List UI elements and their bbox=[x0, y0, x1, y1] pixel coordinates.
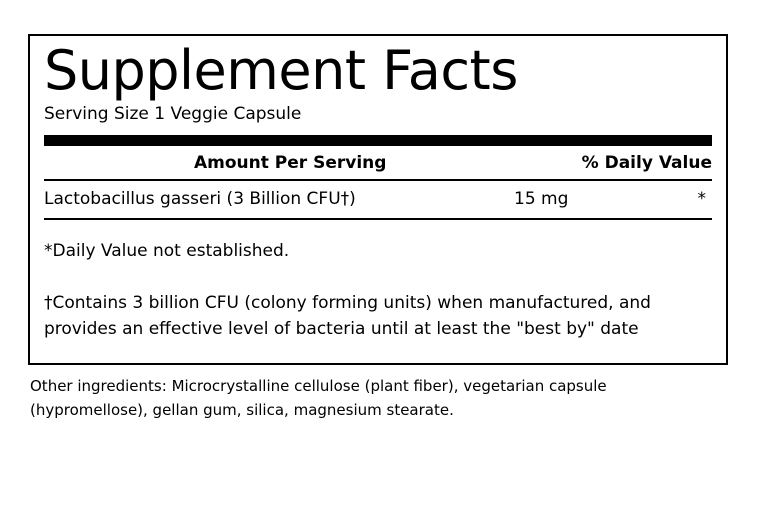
nutrient-rows bbox=[44, 181, 712, 218]
nutrient-amount: 15 mg bbox=[514, 188, 569, 209]
supplement-facts-box bbox=[28, 34, 728, 365]
footnote-daily-value: *Daily Value not established. bbox=[44, 240, 290, 261]
page-title: Supplement Facts bbox=[44, 39, 518, 102]
row-divider bbox=[44, 218, 712, 220]
table-row bbox=[44, 181, 712, 218]
nutrient-daily-value: * bbox=[697, 188, 706, 209]
column-header-row bbox=[44, 146, 712, 179]
other-ingredients: Other ingredients: Microcrystalline cellulose (plant fiber), vegetarian capsule (hypromellose), gellan gum, silica, magnesium stearate. bbox=[30, 376, 607, 419]
footnote-cfu: †Contains 3 billion CFU (colony forming units) when manufactured, and provides an effective level of bacteria until at least the "best by" date bbox=[44, 293, 651, 340]
column-header-daily-value: % Daily Value bbox=[581, 152, 712, 173]
nutrient-name: Lactobacillus gasseri (3 Billion CFU†) bbox=[44, 188, 356, 209]
serving-size: Serving Size 1 Veggie Capsule bbox=[44, 104, 302, 125]
heavy-divider bbox=[44, 135, 712, 146]
supplement-facts-panel bbox=[28, 34, 728, 422]
column-header-amount: Amount Per Serving bbox=[194, 152, 387, 173]
